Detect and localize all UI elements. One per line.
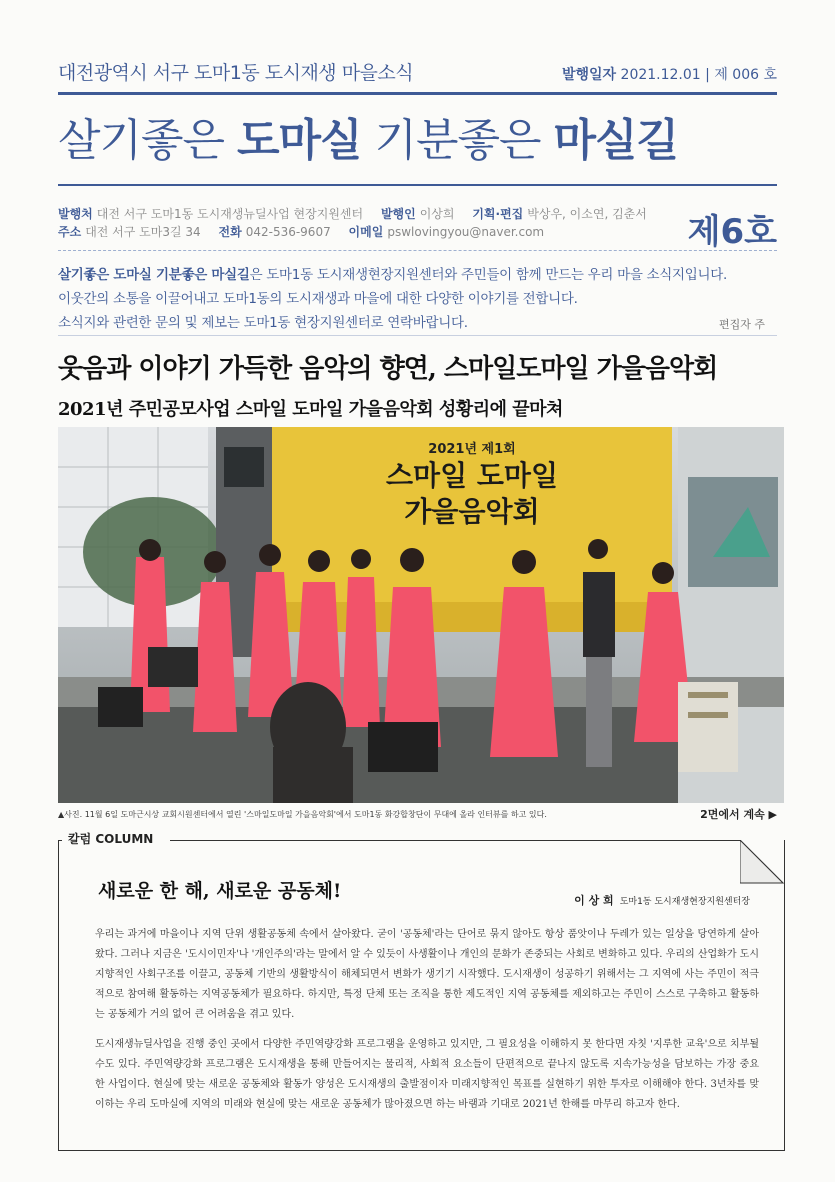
intro-line-1 [58,263,727,283]
column-author [574,892,750,908]
publication-date: 2021.12.01 [620,67,701,83]
masthead-part-1: 살기좋은 [58,115,238,166]
separator: | [705,67,715,83]
concert-photo-illustration [58,427,784,803]
banner-line-2: 스마일 도마일 [385,459,559,492]
phone-value: 042-536-9607 [245,225,331,239]
email-value[interactable]: pswlovingyou@naver.com [387,225,545,239]
date-label: 발행일자 [561,67,617,83]
masthead-part-4: 마실길 [553,115,679,166]
article-subheadline: 2021년 주민공모사업 스마일 도마일 가을음악회 성황리에 끝마쳐 [58,399,563,420]
intro-line-3: 소식지와 관련한 문의 및 제보는 도마1동 현장지원센터로 연락바랍니다. [58,315,468,331]
issue-number: 제 006 호 [714,67,777,83]
column-title: 새로운 한 해, 새로운 공동체! [98,880,342,902]
intro-rest: 은 도마1동 도시재생현장지원센터와 주민들이 함께 만드는 우리 마을 소식지입니다. [249,267,727,283]
intro-divider [58,335,777,336]
publisher-label: 발행처 [58,207,93,221]
masthead-part-3: 기분좋은 [361,115,554,166]
continued-link[interactable]: 2면에서 계속 ▶ [700,808,777,821]
masthead-part-2: 도마실 [237,115,362,166]
address-value: 대전 서구 도마3길 34 [85,225,201,239]
column-paragraph-1: 우리는 과거에 마을이나 지역 단위 생활공동체 속에서 살아왔다. 굳이 '공동체'라는 단어로 묶지 않아도 항상 품앗이나 두레가 있는 일상을 당연하게 살아왔다. 그러나 지금은 '도시이민자'나 '개인주의'라는 말에서 알 수 있듯이 사생활이나 개인의 문화가 존중되는 사회로 변화하고 있다. 우리의 산업화가 도시지향적인 사회구조를 이끌고, 공동체 기반의 생활방식이 해체되면서 변화가 생기기 시작했다. 도시재생이 성공하기 위해서는 그 지역에 사는 주민이 적극적으로 참여해 활동하는 지역공동체가 필요하다. 하지만, 특정 단체 또는 조직을 통한 제도적인 지역 공동체를 제외하고는 주민이 스스로 구축하고 활동하는 공동체가 거의 없어 큰 어려움을 겪고 있다. [95,929,759,1020]
page-fold-corner [740,840,784,884]
address-label: 주소 [58,225,82,239]
editor-label: 기획·편집 [472,207,524,221]
intro-line-2: 이웃간의 소통을 이끌어내고 도마1동의 도시재생과 마을에 대한 다양한 이야기를 전합니다. [58,291,578,307]
masthead-rule [58,184,777,186]
photo-caption: ▲사진. 11월 6일 도마근시상 교회시원센터에서 열린 '스마일도마일 가을음악회'에서 도마1동 화강합창단이 무대에 올라 인터뷰를 하고 있다. [58,810,547,819]
phone-label: 전화 [218,225,242,239]
editor-note: 편집자 주 [718,318,765,331]
column-tag: 칼럼 COLUMN [62,830,159,847]
contact-row [58,223,558,240]
issuer-value: 이상희 [419,207,455,221]
intro-bold: 살기좋은 도마실 기분좋은 마실길 [58,267,250,283]
newsletter-subtitle: 대전광역시 서구 도마1동 도시재생 마을소식 [58,62,414,84]
banner-line-1: 2021년 제1회 [428,442,516,457]
meta-divider [58,250,777,251]
concert-photo [58,427,784,803]
header-rule [58,92,777,95]
publisher-value: 대전 서구 도마1동 도시재생뉴딜사업 현장지원센터 [96,207,364,221]
banner-line-3: 가을음악회 [404,495,540,528]
issuer-label: 발행인 [380,207,416,221]
column-paragraph-2: 도시재생뉴딜사업을 진행 중인 곳에서 다양한 주민역량강화 프로그램을 운영하고 있지만, 그 필요성을 이해하지 못 한다면 자칫 '지루한 교육'으로 치부될 수도 있다. 주민역량강화 프로그램은 도시재생을 통해 만들어지는 물리적, 사회적 요소들이 단편적으로 끝나지 않도록 지속가능성을 담보하는 가장 중요한 사업이다. 현실에 맞는 새로운 공동체와 활동가 양성은 도시재생의 출발점이자 미래지향적인 목표를 실현하기 위한 투자로 이해해야 한다. 3년차를 맞이하는 우리 도마실에 지역의 미래와 현실에 맞는 새로운 공동체가 많아졌으면 하는 바램과 기대로 2021년 한해를 마무리 하고자 한다. [95,1039,759,1110]
author-name: 이 상 희 [574,894,614,907]
author-role: 도마1동 도시재생현장지원센터장 [619,897,750,907]
column-box-top [170,840,740,841]
article-headline: 웃음과 이야기 가득한 음악의 향연, 스마일도마일 가을음악회 [58,354,718,384]
publication-info [562,64,777,84]
editor-value: 박상우, 이소연, 김춘서 [527,207,647,221]
email-label: 이메일 [348,225,384,239]
publisher-row [58,205,661,222]
issue-badge: 제6호 [687,212,777,252]
masthead-title [58,104,678,168]
